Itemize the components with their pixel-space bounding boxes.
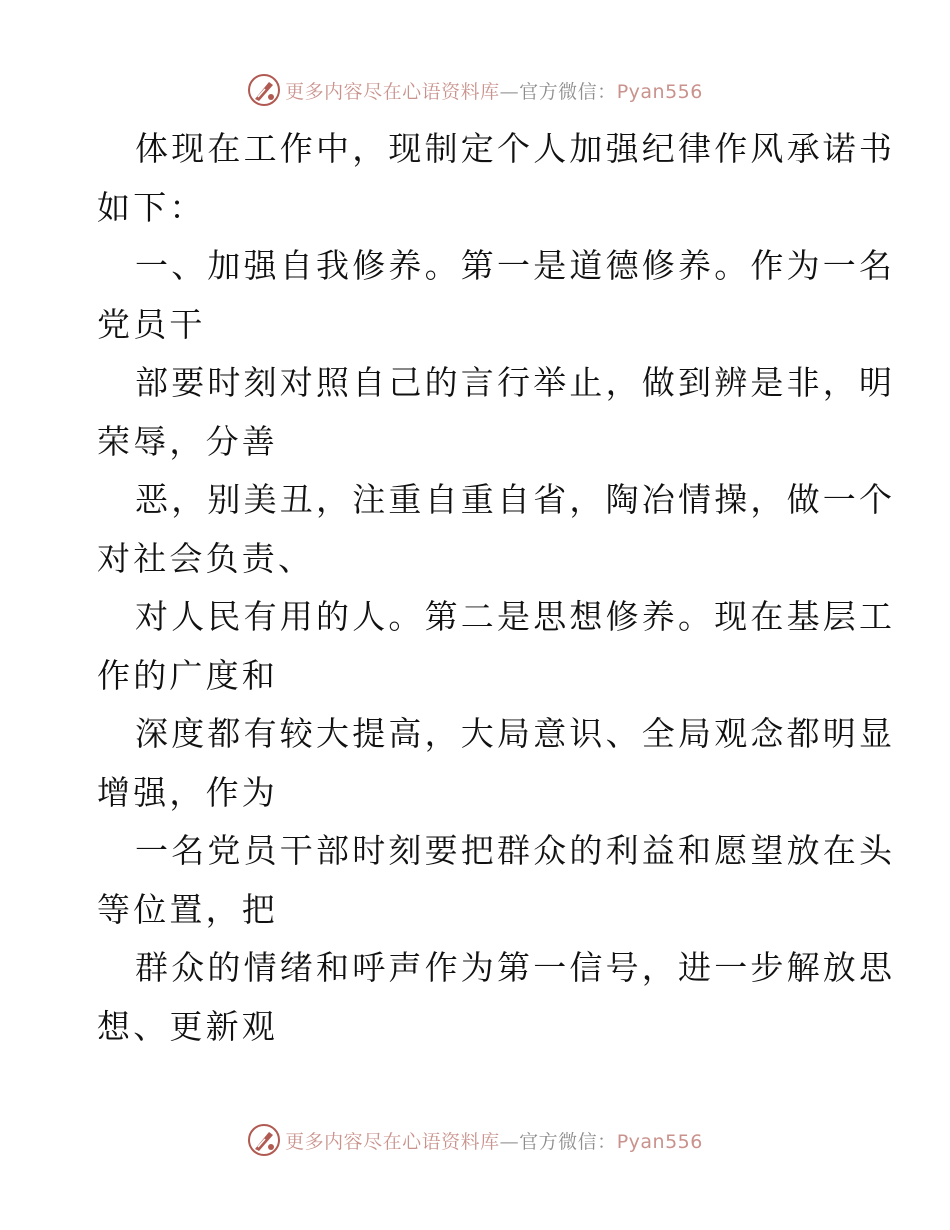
body-line: 作的广度和 [97,655,278,695]
body-line: 对人民有用的人。第二是思想修养。现在基层工 [135,597,896,636]
body-line: 对社会负责、 [97,538,315,578]
watermark-text [285,77,703,104]
watermark-dash: — [499,1130,520,1153]
body-line: 一名党员干部时刻要把群众的利益和愿望放在头 [135,831,896,870]
watermark-main: 更多内容尽在心语资料库 [285,1130,500,1153]
body-line: 如下： [97,187,206,227]
document-body [97,120,896,1056]
body-line: 体现在工作中，现制定个人加强纪律作风承诺书 [135,129,896,168]
quill-pen-logo-icon [247,1123,281,1157]
body-line: 恶，别美丑，注重自重自省，陶冶情操，做一个 [135,480,896,519]
quill-pen-logo-icon [247,73,281,107]
watermark-official-label: 官方微信： [519,80,617,103]
body-line: 群众的情绪和呼声作为第一信号，进一步解放思 [135,948,896,987]
watermark-wechat-id: Pyan556 [616,1130,703,1153]
body-line: 等位置，把 [97,889,278,929]
body-line: 一、加强自我修养。第一是道德修养。作为一名 [135,246,896,285]
body-line: 党员干 [97,304,206,344]
body-line: 增强，作为 [97,772,278,812]
body-line: 荣辱，分善 [97,421,278,461]
watermark-official-label: 官方微信： [519,1130,617,1153]
watermark-wechat-id: Pyan556 [616,80,703,103]
watermark-text [285,1127,703,1154]
footer-watermark [0,1120,950,1160]
watermark-dash: — [499,80,520,103]
body-line: 深度都有较大提高，大局意识、全局观念都明显 [135,714,896,753]
body-line: 想、更新观 [97,1006,278,1046]
body-line: 部要时刻对照自己的言行举止，做到辨是非，明 [135,363,896,402]
header-watermark [0,70,950,110]
watermark-main: 更多内容尽在心语资料库 [285,80,500,103]
